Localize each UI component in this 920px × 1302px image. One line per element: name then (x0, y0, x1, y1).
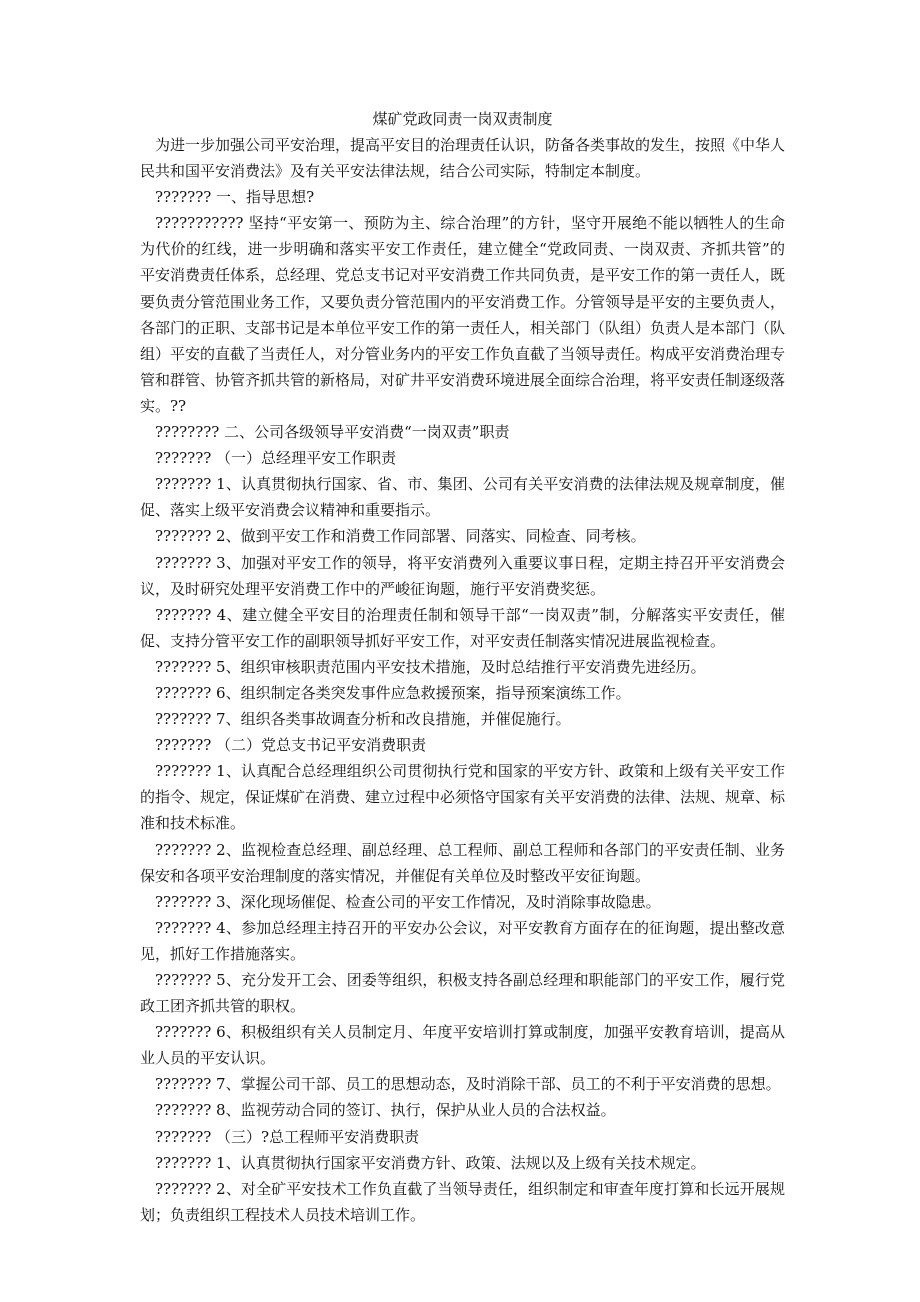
document-body (140, 132, 785, 1228)
list-item: ??????? 8、监视劳动合同的签订、执行，保护从业人员的合法权益。 (155, 1101, 616, 1120)
paragraph: 为进一步加强公司平安治理，提高平安目的治理责任认识，防备各类事故的发生，按照《中华人民共和国平安消费法》及有关平安法律法规，结合公司实际，特制定本制度。 (140, 136, 786, 181)
list-item: ??????? 7、组织各类事故调查分析和改良措施，并催促施行。 (155, 710, 571, 729)
document-page (140, 106, 785, 1228)
list-item: ??????? 2、做到平安工作和消费工作同部署、同落实、同检查、同考核。 (155, 527, 646, 546)
list-item: ??????? 7、掌握公司干部、员工的思想动态，及时消除干部、员工的不利于平安消费的思想。 (155, 1075, 781, 1094)
document-title: 煤矿党政同责一岗双责制度 (372, 110, 553, 128)
list-item: ??????? 5、组织审核职责范围内平安技术措施，及时总结推行平安消费先进经历。 (155, 657, 706, 676)
subsection-heading: ??????? （一）总经理平安工作职责 (155, 449, 397, 468)
list-item: ??????? 1、认真配合总经理组织公司贯彻执行党和国家的平安方针、政策和上级有关平安工作的指令、规定，保证煤矿在消费、建立过程中必须恪守国家有关平安消费的法律、法规、规章、标准和技术标准。 (140, 762, 786, 833)
subsection-heading: ??????? （二）党总支书记平安消费职责 (155, 736, 427, 755)
section-heading: ???????? 二、公司各级领导平安消费“一岗双责”职责 (155, 423, 510, 442)
list-item: ??????? 1、认真贯彻执行国家、省、市、集团、公司有关平安消费的法律法规及规章制度，催促、落实上级平安消费会议精神和重要指示。 (140, 475, 785, 520)
paragraph: ??????????? 坚持“平安第一、预防为主、综合治理”的方针，坚守开展绝不能以牺牲人的生命为代价的红线，进一步明确和落实平安工作责任，建立健全“党政同责、一岗双责、齐抓共管”的平安消费责任体系，总经理、党总支书记对平安消费工作共同负责，是平安工作的第一责任人，既要负责分管范围业务工作，又要负责分管范围内的平安消费工作。分管领导是平安的主要负责人，各部门的正职、支部书记是本单位平安工作的第一责任人，相关部门（队组）负责人是本部门（队组）平安的直截了当责任人，对分管业务内的平安工作负直截了当领导责任。构成平安消费治理专管和群管、协管齐抓共管的新格局，对矿井平安消费环境进展全面综合治理，将平安责任制逐级落实。?? (140, 214, 786, 415)
section-heading: ??????? 一、指导思想? (155, 188, 315, 207)
list-item: ??????? 3、深化现场催促、检查公司的平安工作情况，及时消除事故隐患。 (155, 892, 661, 911)
list-item: ??????? 2、对全矿平安技术工作负直截了当领导责任，组织制定和审查年度打算和长远开展规划；负责组织工程技术人员技术培训工作。 (140, 1179, 785, 1224)
list-item: ??????? 1、认真贯彻执行国家平安消费方针、政策、法规以及上级有关技术规定。 (155, 1153, 706, 1172)
list-item: ??????? 3、加强对平安工作的领导，将平安消费列入重要议事日程，定期主持召开平安消费会议，及时研究处理平安消费工作中的严峻征询题，施行平安消费奖惩。 (140, 553, 785, 598)
list-item: ??????? 4、参加总经理主持召开的平安办公会议，对平安教育方面存在的征询题，提出整改意见，抓好工作措施落实。 (140, 918, 785, 963)
list-item: ??????? 6、积极组织有关人员制定月、年度平安培训打算或制度，加强平安教育培训，提高从业人员的平安认识。 (140, 1023, 785, 1068)
list-item: ??????? 4、建立健全平安目的治理责任制和领导干部“一岗双责”制，分解落实平安责任，催促、支持分管平安工作的副职领导抓好平安工作，对平安责任制落实情况进展监视检查。 (140, 605, 785, 650)
subsection-heading: ??????? （三）?总工程师平安消费职责 (155, 1127, 420, 1146)
list-item: ??????? 5、充分发开工会、团委等组织，积极支持各副总经理和职能部门的平安工作，履行党政工团齐抓共管的职权。 (140, 971, 785, 1016)
list-item: ??????? 2、监视检查总经理、副总经理、总工程师、副总工程师和各部门的平安责任制、业务保安和各项平安治理制度的落实情况，并催促有关单位及时整改平安征询题。 (140, 840, 785, 885)
list-item: ??????? 6、组织制定各类突发事件应急救援预案，指导预案演练工作。 (155, 683, 631, 702)
